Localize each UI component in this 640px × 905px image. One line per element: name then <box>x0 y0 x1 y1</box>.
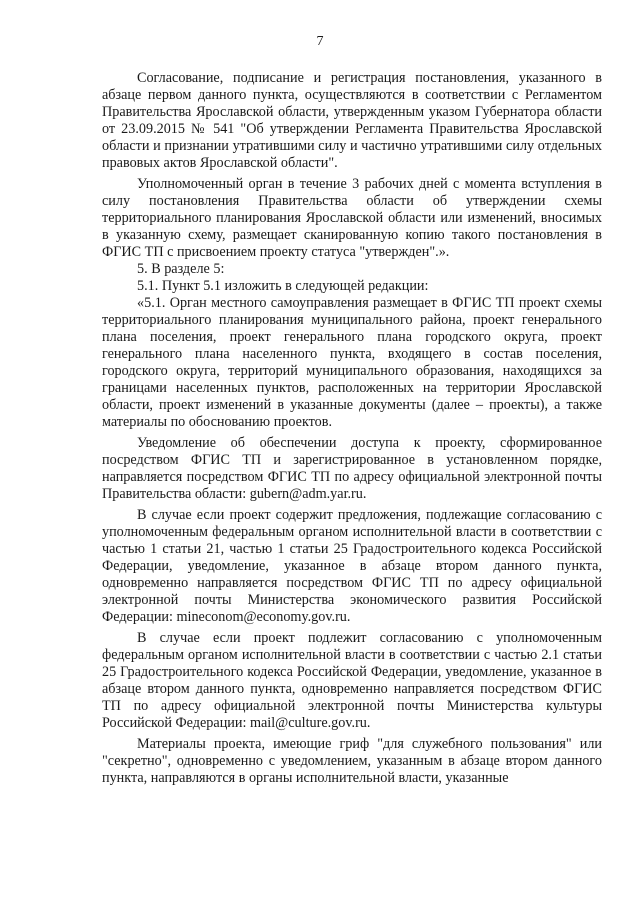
paragraph-clause-5-1-text: «5.1. Орган местного самоуправления размещает в ФГИС ТП проект схемы территориального планирования муниципального района, проект генерального плана поселения, проект генерального плана городского округа, проект генерального плана населенного пункта, входящего в состав поселения, городского округа, территорий муниципального образования, находящихся за границами населенных пунктов, расположенных на территории Ярославской области, проект изменений в указанные документы (далее – проекты), а также материалы по обоснованию проектов. <box>102 295 602 430</box>
paragraph-clause-5-1: 5.1. Пункт 5.1 изложить в следующей редакции: <box>137 278 429 294</box>
paragraph-restricted-materials: Материалы проекта, имеющие гриф "для служебного пользования" или "секретно", одновременно с уведомлением, указанным в абзаце втором данного пункта, направляются в органы исполнительной власти, указанные <box>102 736 602 786</box>
page-number: 7 <box>316 34 324 49</box>
paragraph-section-5: 5. В разделе 5: <box>137 261 225 277</box>
paragraph-notification: Уведомление об обеспечении доступа к проекту, сформированное посредством ФГИС ТП и зарегистрированное в установленном порядке, направляется посредством ФГИС ТП по адресу официальной электронной почты Правительства области: gubern@adm.yar.ru. <box>102 435 602 502</box>
paragraph-authorized-body: Уполномоченный орган в течение 3 рабочих дней с момента вступления в силу постановления Правительства области об утверждении схемы территориального планирования Ярославской области или изменений, вносимых в указанную схему, размещает сканированную копию такого постановления в ФГИС ТП с присвоением проекту статуса "утвержден".». <box>102 176 602 260</box>
paragraph-federal-culture: В случае если проект подлежит согласованию с уполномоченным федеральным органом исполнительной власти в соответствии с частью 2.1 статьи 25 Градостроительного кодекса Российской Федерации, уведомление, указанное в абзаце втором данного пункта, одновременно направляется посредством ФГИС ТП по адресу официальной электронной почты Министерства культуры Российской Федерации: mail@culture.gov.ru. <box>102 630 602 731</box>
document-body <box>102 70 602 787</box>
paragraph-approval-registration: Согласование, подписание и регистрация постановления, указанного в абзаце первом данного пункта, осуществляются в соответствии с Регламентом Правительства Ярославской области, утвержденным указом Губернатора области от 23.09.2015 № 541 "Об утверждении Регламента Правительства Ярославской области и признании утратившими силу и частично утратившими силу отдельных правовых актов Ярославской области". <box>102 70 602 171</box>
paragraph-federal-economy: В случае если проект содержит предложения, подлежащие согласованию с уполномоченным федеральным органом исполнительной власти в соответствии с частью 1 статьи 21, частью 1 статьи 25 Градостроительного кодекса Российской Федерации, уведомление, указанное в абзаце втором данного пункта, одновременно направляется посредством ФГИС ТП по адресу официальной электронной почты Министерства экономического развития Российской Федерации: mineconom@economy.gov.ru. <box>102 507 602 625</box>
